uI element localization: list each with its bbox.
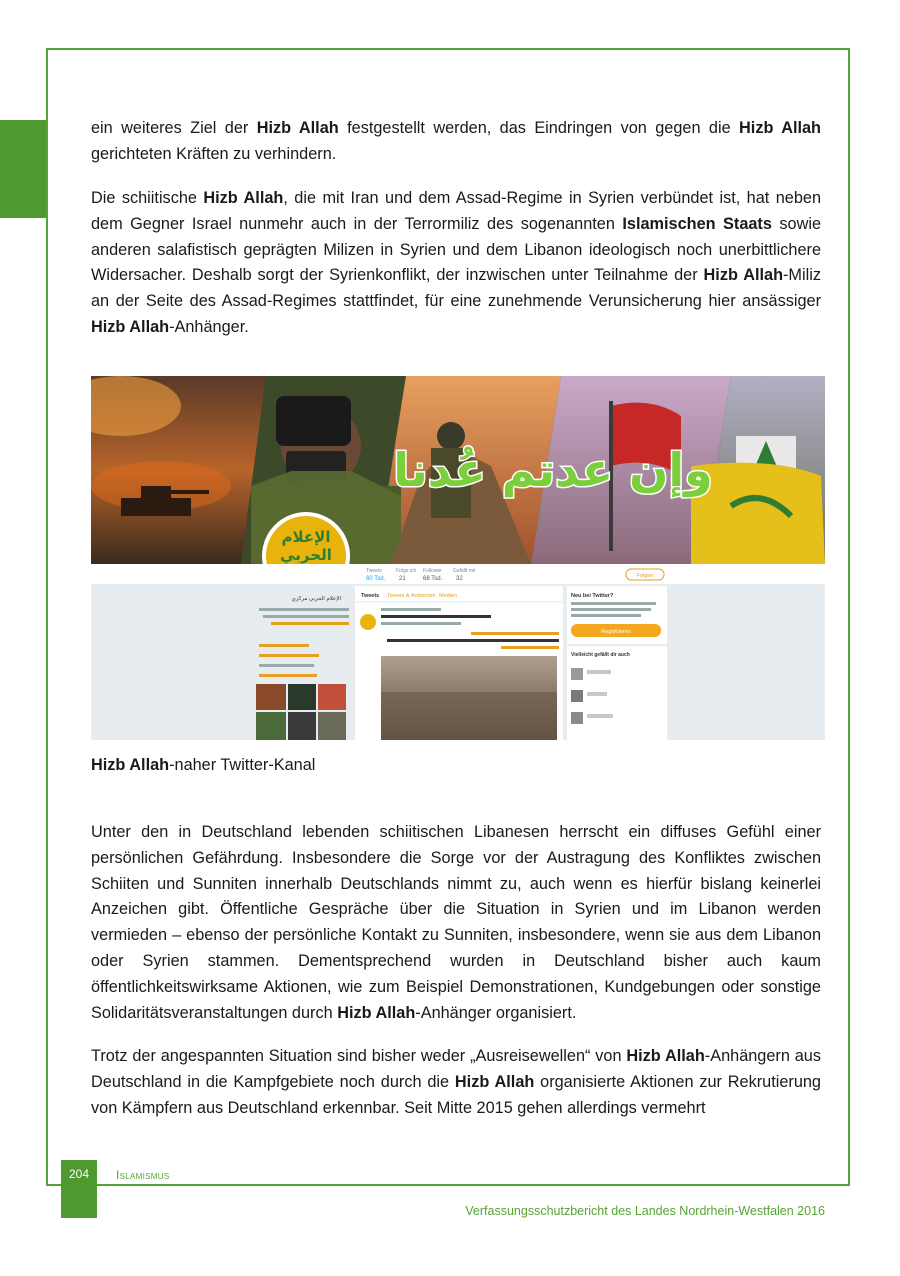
section-label (116, 1168, 169, 1182)
profile-name: الإعلام الحربي مركزي (291, 596, 341, 602)
bold-term: Hizb Allah (739, 119, 822, 137)
text-run: gerichteten Kräften zu verhindern. (91, 144, 337, 163)
tab-media: Medien (439, 593, 458, 599)
text-run: -Anhänger organisiert. (415, 1003, 577, 1022)
text-run: -Anhänger. (169, 317, 249, 336)
bold-term: Hizb Allah (256, 119, 339, 137)
footer-title: Verfassungsschutzbericht des Landes Nordrhein-Westfalen 2016 (465, 1204, 825, 1218)
stat-label: Follower (423, 568, 442, 574)
logo-line-1: الإعلام (281, 528, 331, 546)
tab-tweets-replies: Tweets & Antworten (387, 593, 436, 599)
stat-label: Tweets (366, 568, 382, 574)
stat-value: 21 (399, 576, 406, 582)
text-run: ein weiteres Ziel der (91, 119, 257, 137)
text-run: -Anhängern aus Deutschland in die Kampfgebiete noch durch die (91, 1047, 821, 1091)
section-label-text: Islamismus (116, 1168, 170, 1182)
twitter-screenshot-figure (91, 376, 825, 740)
paragraph-4 (91, 1044, 821, 1121)
stat-label: Gefällt mir (453, 568, 476, 574)
paragraph-1 (91, 116, 821, 168)
side-tab-marker (0, 120, 46, 218)
page-number: 204 (61, 1160, 97, 1218)
stat-value: 32 (456, 576, 463, 582)
stat-label: Folge ich (396, 568, 417, 574)
bold-term: Hizb Allah (91, 756, 170, 774)
signup-button-label: Registrieren (601, 629, 631, 635)
stat-value: 68 Tsd. (423, 576, 443, 582)
suggest-title: Vielleicht gefällt dir auch (571, 652, 630, 658)
text-run: sowie anderen salafistisch geprägten Milizen in Syrien und dem Libanon ideologisch noch unerbittlichere Widersacher. Deshalb sorgt der Syrienkonflikt, der inzwischen unter Teilnahme der (91, 214, 821, 285)
stat-value: 60 Tsd. (366, 576, 386, 582)
text-run: Die schiitische (91, 189, 204, 207)
paragraph-3 (91, 820, 821, 1026)
logo-line-2: الحربي (280, 546, 332, 564)
bold-term: Hizb Allah (203, 189, 284, 207)
text-run: -Miliz an der Seite des Assad-Regimes stattfindet, für eine zunehmende Verunsicherung hier ansässiger (91, 266, 821, 311)
figure-caption (91, 754, 315, 776)
paragraph-2 (91, 186, 821, 341)
text-run: festgestellt werden, das Eindringen von gegen die (338, 119, 740, 137)
bold-term: Hizb Allah (91, 317, 170, 336)
bold-term: Hizb Allah (626, 1047, 705, 1065)
twitter-screenshot-image (91, 376, 825, 740)
sidebar-title: Neu bei Twitter? (571, 593, 614, 599)
text-run: Trotz der angespannten Situation sind bisher weder „Ausreisewellen“ von (91, 1047, 627, 1065)
text-run: -naher Twitter-Kanal (169, 756, 316, 774)
bold-term: Hizb Allah (337, 1003, 416, 1022)
text-run: organisierte Aktionen zur Rekrutierung von Kämpfern aus Deutschland erkennbar. Seit Mitte 2015 gehen allerdings vermehrt (91, 1072, 821, 1117)
follow-button-label: Folgen (636, 573, 654, 579)
bold-term: Hizb Allah (703, 266, 784, 285)
banner-slogan: وإن عدتم عُدنا (393, 443, 713, 497)
bold-term: Islamischen Staats (622, 214, 772, 233)
bold-term: Hizb Allah (454, 1072, 535, 1091)
text-run: Unter den in Deutschland lebenden schiitischen Libanesen herrscht ein diffuses Gefühl einer persönlichen Gefährdung. Insbesondere die Sorge vor der Austragung des Konfliktes zwischen Schiiten und Sunniten innerhalb Deutschlands nimmt zu, auch wenn es hierfür bislang keinerlei Anzeichen gibt. Öffentliche Gespräche über die Situation in Syrien und im Libanon werden vermieden – ebenso der persönliche Kontakt zu Sunniten, insbesondere, wenn sie aus dem Libanon oder Syrien stammen. Dementsprechend wurden in Deutschland bisher auch kaum öffentlichkeitswirksame Aktionen, wie zum Beispiel Demonstrationen, Kundgebungen oder sonstige Solidaritätsveranstaltungen durch (91, 823, 821, 1022)
text-run: , die mit Iran und dem Assad-Regime in Syrien verbündet ist, hat neben dem Gegner Israel nunmehr auch in der Terrormiliz des sogenannten (91, 189, 821, 233)
tab-tweets: Tweets (361, 593, 380, 599)
